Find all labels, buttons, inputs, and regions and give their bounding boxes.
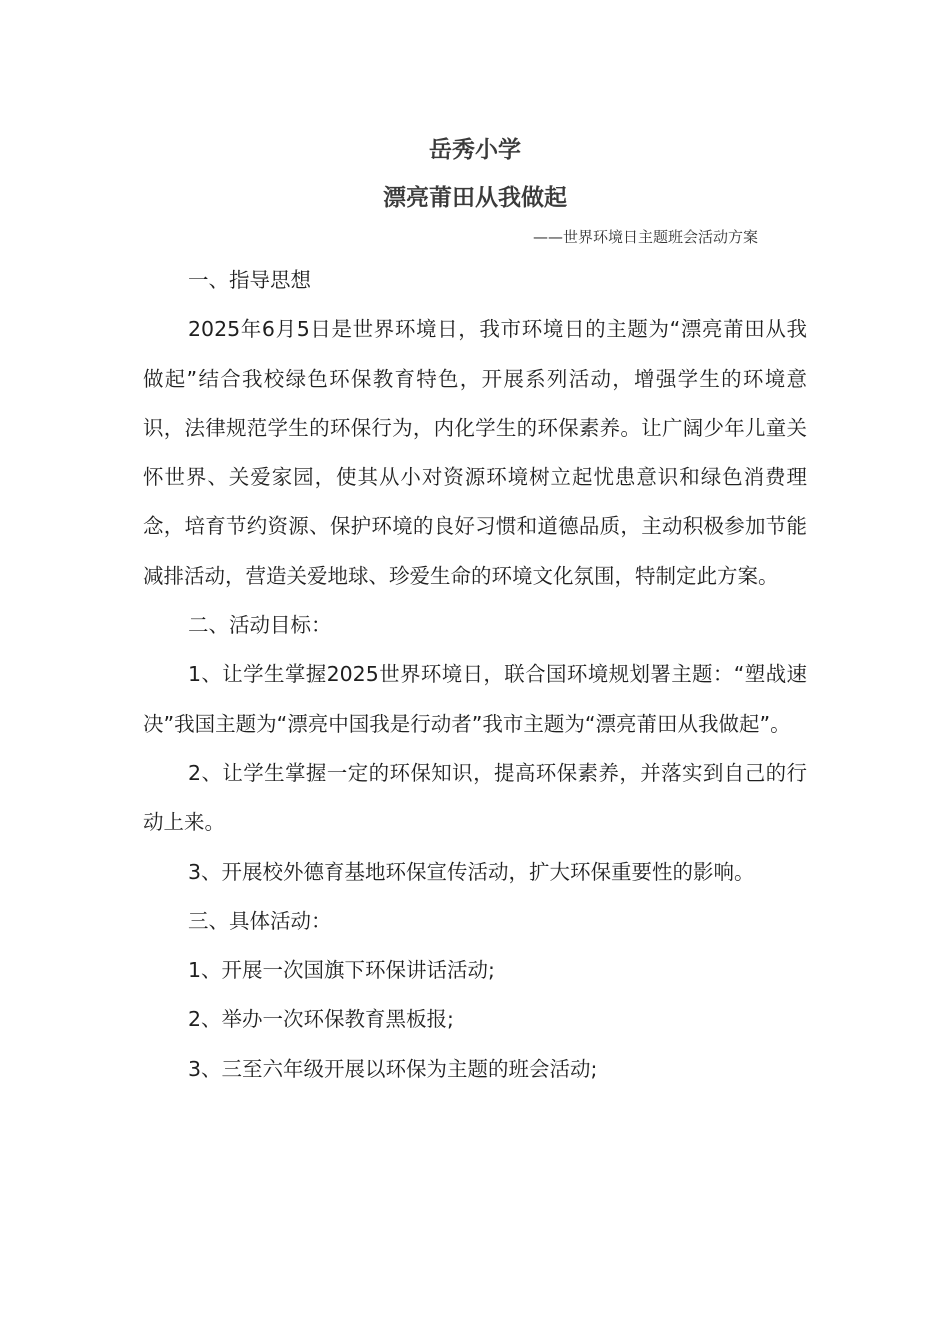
- section-heading-activity-goals: 二、活动目标：: [188, 613, 332, 638]
- document-body: [143, 256, 807, 1094]
- school-name: 岳秀小学: [429, 137, 521, 163]
- section-heading-specific-activities: 三、具体活动：: [188, 908, 332, 933]
- goal-item-2: 2、让学生掌握一定的环保知识，提高环保素养，并落实到自己的行动上来。: [143, 760, 807, 835]
- goal-item-3: 3、开展校外德育基地环保宣传活动，扩大环保重要性的影响。: [188, 859, 755, 884]
- document-title: 漂亮莆田从我做起: [383, 185, 567, 211]
- goal-item-1: 1、让学生掌握2025世界环境日，联合国环境规划署主题：“塑战速决”我国主题为“漂亮中国我是行动者”我市主题为“漂亮莆田从我做起”。: [143, 662, 807, 736]
- section-heading-guiding-ideology: 一、指导思想: [188, 268, 311, 292]
- document-subtitle: ——世界环境日主题班会活动方案: [532, 228, 758, 246]
- activity-item-2: 2、举办一次环保教育黑板报;: [188, 1007, 454, 1032]
- activity-item-3: 3、三至六年级开展以环保为主题的班会活动;: [188, 1056, 598, 1081]
- paragraph-background: 2025年6月5日是世界环境日，我市环境日的主题为“漂亮莆田从我做起”结合我校绿色环保教育特色，开展系列活动，增强学生的环境意识，法律规范学生的环保行为，内化学生的环保素养。让广阔少年儿童关怀世界、关爱家园，使其从小对资源环境树立起忧患意识和绿色消费理念，培育节约资源、保护环境的良好习惯和道德品质，主动积极参加节能减排活动，营造关爱地球、珍爱生命的环境文化氛围，特制定此方案。: [143, 317, 807, 588]
- activity-item-1: 1、开展一次国旗下环保讲话活动;: [188, 958, 495, 983]
